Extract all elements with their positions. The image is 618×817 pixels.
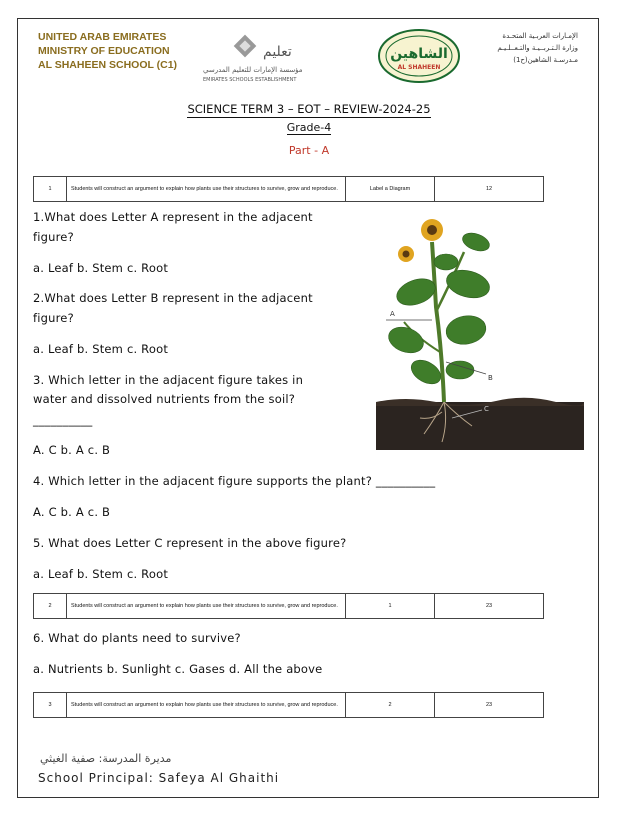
document-title: SCIENCE TERM 3 – EOT – REVIEW-2024-25 [187, 102, 431, 116]
standard-number: 2 [34, 594, 67, 619]
question-1-cont: figure? [33, 230, 74, 244]
shaheen-logo-ar: الشاهين [390, 46, 448, 62]
label-c: C [484, 405, 489, 413]
ministry-label: MINISTRY OF EDUCATION [38, 45, 170, 57]
question-3: 3. Which letter in the adjacent figure takes in [33, 373, 304, 387]
standard-text: Students will construct an argument to explain how plants use their structures to survive, grow and reproduce. [67, 177, 346, 202]
question-6-options: a. Nutrients b. Sunlight c. Gases d. All the above [33, 662, 323, 676]
question-3-options: A. C b. A c. B [33, 443, 111, 457]
standard-count: 12 [435, 177, 544, 202]
school-label-ar: مـدرسـة الشاهين(ح1) [513, 56, 578, 64]
principal-name: School Principal: Safeya Al Ghaithi [38, 771, 280, 785]
table-row [34, 693, 544, 718]
header-right [497, 30, 578, 66]
table-row [34, 177, 544, 202]
standard-table-1 [33, 176, 544, 202]
standard-text: Students will construct an argument to explain how plants use their structures to survive, grow and reproduce. [67, 594, 346, 619]
standard-table-2 [33, 593, 544, 619]
standard-number: 3 [34, 693, 67, 718]
standard-type: Label a Diagram [346, 177, 435, 202]
ministry-label-ar: وزارة الـتـربــيـة والتـعــلـيـم [497, 44, 578, 52]
taleem-logo-text: تعليم [263, 44, 292, 60]
label-b: B [488, 374, 493, 382]
part-label: Part - A [288, 144, 330, 157]
standard-table-3 [33, 692, 544, 718]
plant-diagram [376, 212, 584, 450]
question-4-options: A. C b. A c. B [33, 505, 111, 519]
soil [376, 402, 584, 450]
standard-type: 2 [346, 693, 435, 718]
school-label: AL SHAHEEN SCHOOL (C1) [38, 59, 178, 71]
taleem-sub-en: EMIRATES SCHOOLS ESTABLISHMENT [203, 77, 297, 83]
principal-name-arabic: مديرة المدرسة: صفية الغيثي [40, 752, 172, 765]
question-3-cont: water and dissolved nutrients from the soil? [33, 392, 296, 406]
grade-label: Grade-4 [286, 121, 332, 134]
label-a: A [390, 310, 395, 318]
standard-type: 1 [346, 594, 435, 619]
question-1: 1.What does Letter A represent in the adjacent [33, 210, 313, 224]
country-label: UNITED ARAB EMIRATES [38, 31, 167, 43]
header-left [38, 30, 177, 72]
question-4: 4. Which letter in the adjacent figure supports the plant? __________ [33, 474, 436, 488]
standard-count: 23 [435, 693, 544, 718]
table-row [34, 594, 544, 619]
question-2-cont: figure? [33, 311, 74, 325]
question-2-options: a. Leaf b. Stem c. Root [33, 342, 169, 356]
shaheen-logo [376, 28, 462, 84]
question-6: 6. What do plants need to survive? [33, 631, 241, 645]
standard-count: 23 [435, 594, 544, 619]
question-3-blank: __________ [33, 413, 93, 427]
shaheen-logo-en: AL SHAHEEN [397, 64, 441, 71]
question-2: 2.What does Letter B represent in the adjacent [33, 291, 313, 305]
taleem-logo [195, 34, 365, 86]
standard-text: Students will construct an argument to explain how plants use their structures to survive, grow and reproduce. [67, 693, 346, 718]
question-5-options: a. Leaf b. Stem c. Root [33, 567, 169, 581]
taleem-sub-ar: مؤسسة الإمارات للتعليم المدرسي [203, 66, 303, 74]
question-1-options: a. Leaf b. Stem c. Root [33, 261, 169, 275]
standard-number: 1 [34, 177, 67, 202]
question-5: 5. What does Letter C represent in the above figure? [33, 536, 347, 550]
country-label-ar: الإمـارات العربـية المتحـدة [502, 32, 578, 40]
